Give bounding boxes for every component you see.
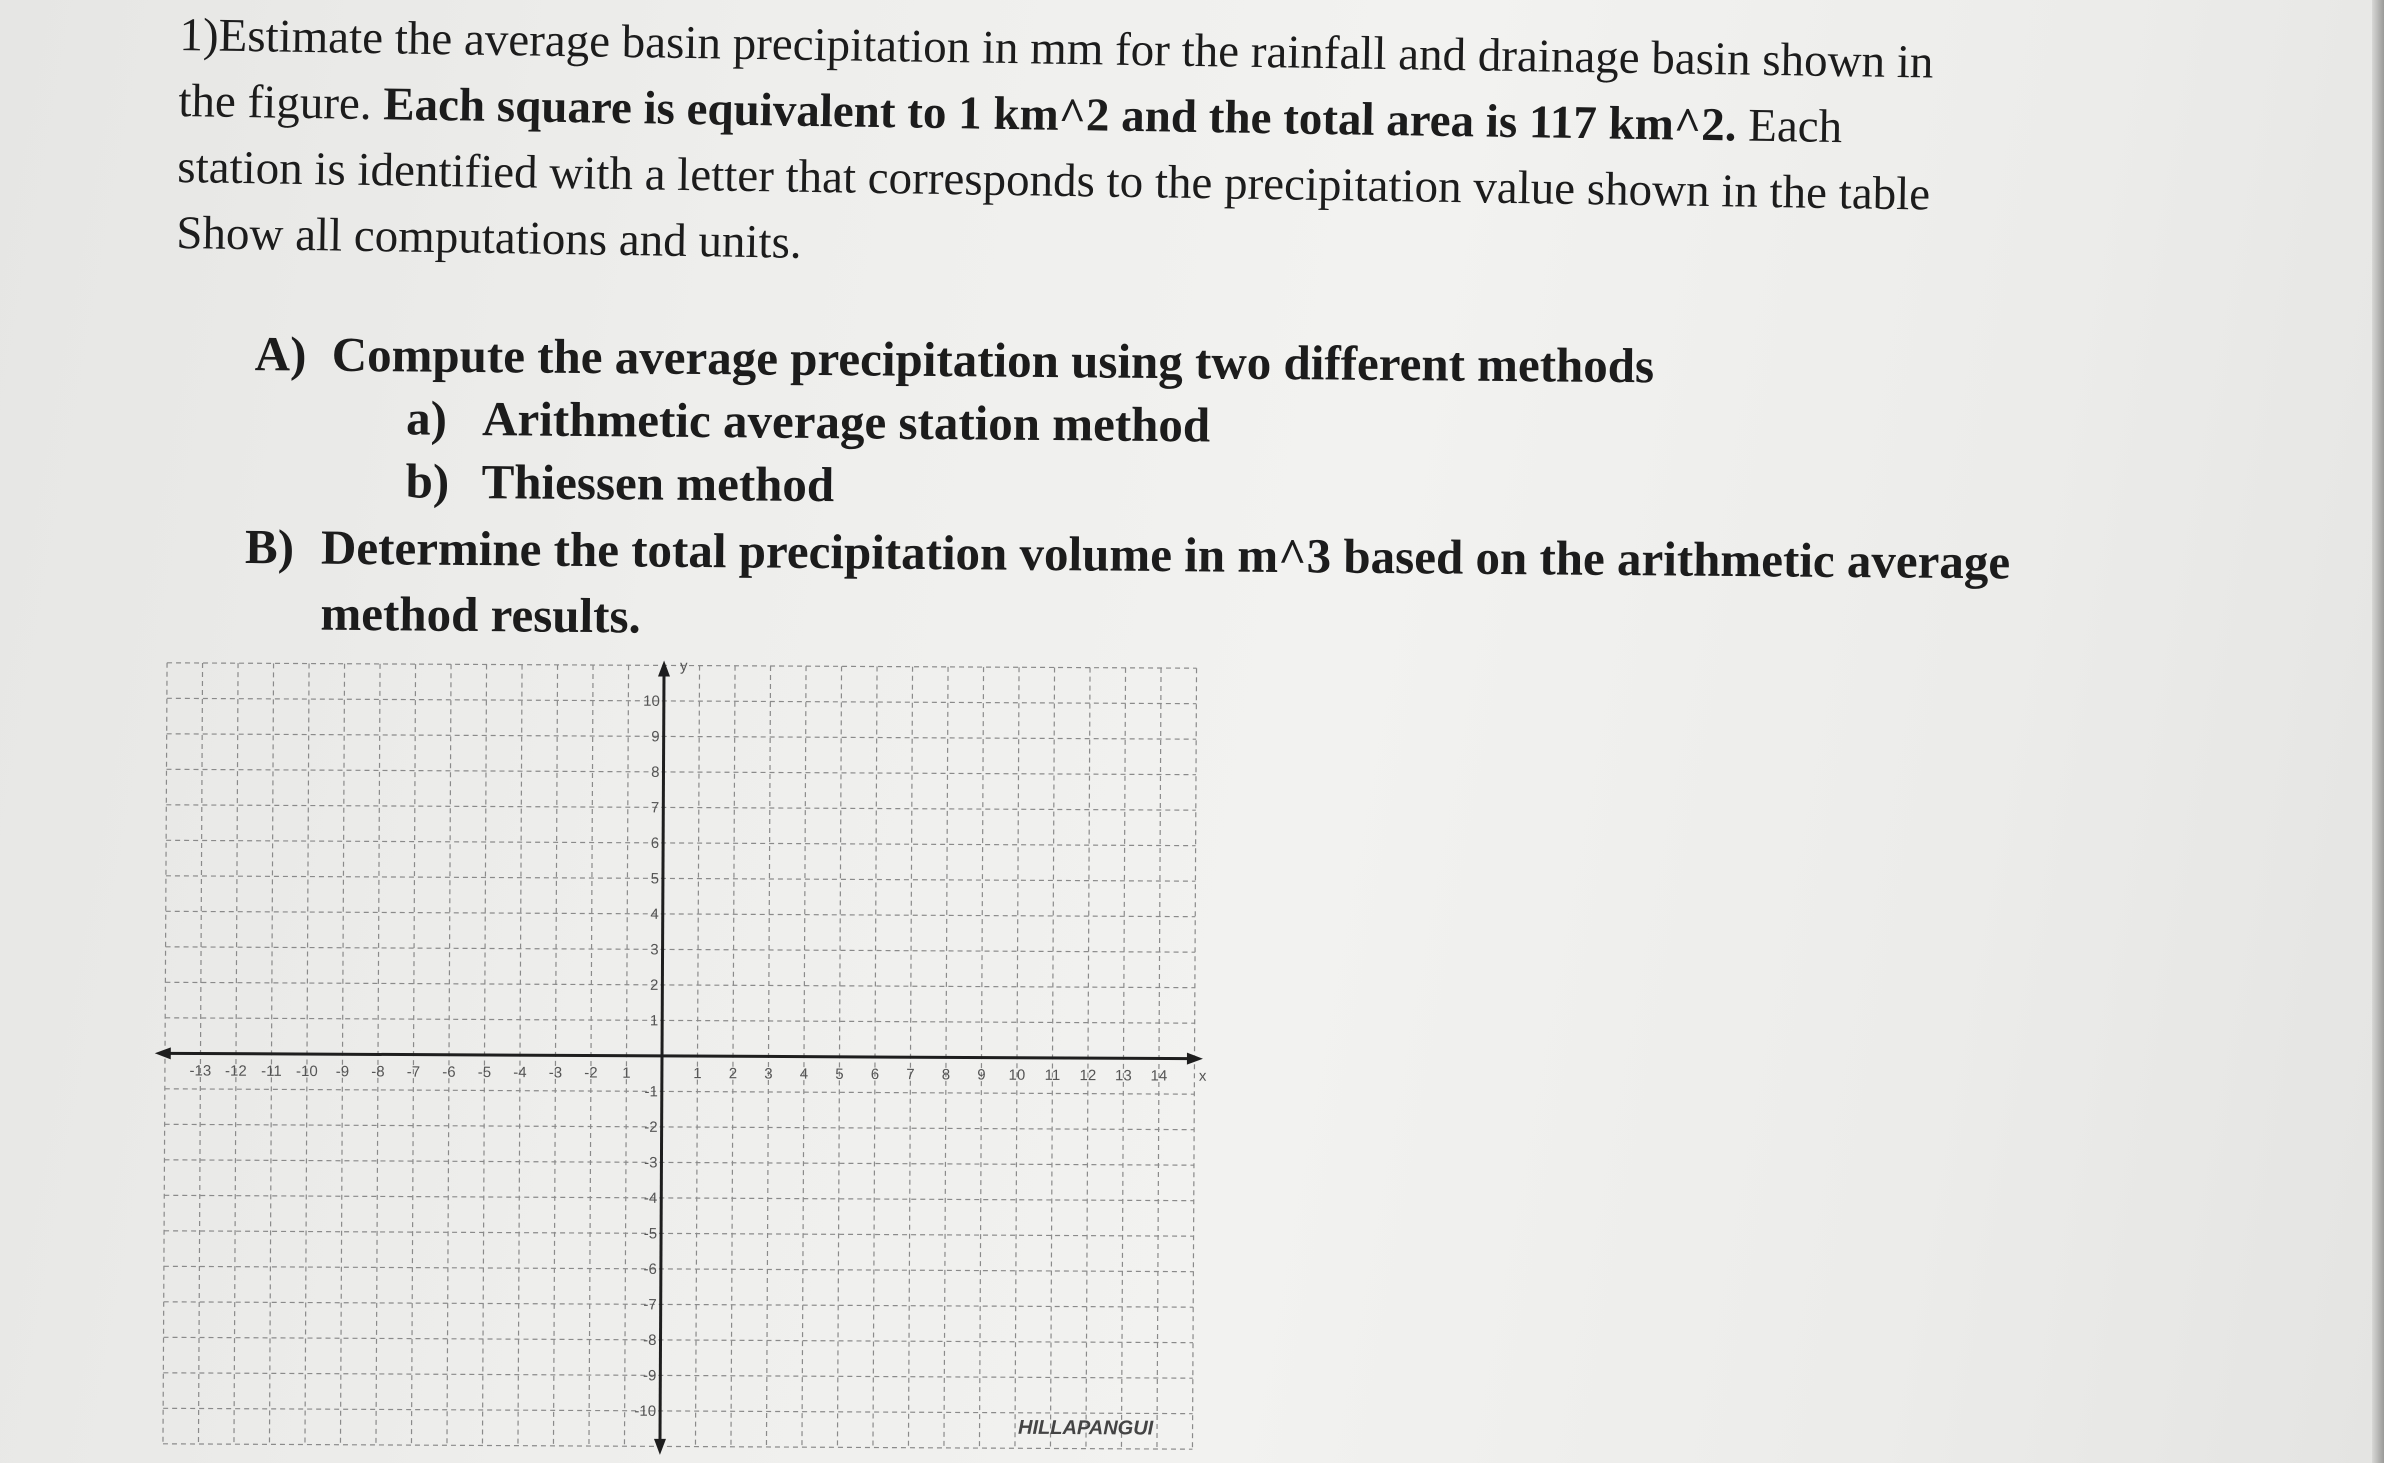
x-axis-arrow-right (1187, 1053, 1203, 1065)
y-axis (660, 673, 664, 1443)
y-tick-label: -4 (643, 1189, 658, 1207)
y-tick-label: -1 (644, 1083, 658, 1101)
question-a-part-a-text: Arithmetic average station method (481, 391, 1211, 453)
problem-line-1: 1)Estimate the average basin precipitation in mm for the rainfall and drainage basin shown in (179, 8, 1934, 89)
x-tick-label: -11 (261, 1062, 282, 1080)
x-axis-arrow-left (155, 1047, 171, 1059)
y-tick-label: 7 (650, 799, 660, 817)
x-tick-label: 1 (622, 1064, 631, 1082)
x-tick-label: -6 (442, 1063, 456, 1081)
problem-line-3: station is identified with a letter that corresponds to the precipitation value shown in the table (176, 140, 1931, 221)
coordinate-grid (148, 657, 1212, 1445)
x-tick-label: -12 (225, 1062, 247, 1080)
x-tick-label: 12 (1079, 1067, 1097, 1085)
grid-line-horizontal (164, 1266, 1193, 1271)
question-a-part-b (405, 452, 834, 513)
question-b (245, 518, 2011, 590)
x-tick-label: 13 (1115, 1067, 1132, 1085)
grid-line-horizontal (163, 1408, 1192, 1413)
graph-watermark: HILLAPANGUI (1018, 1416, 1154, 1440)
x-tick-label: 11 (1044, 1066, 1061, 1084)
grid-line-horizontal (165, 1089, 1194, 1094)
x-tick-label: 2 (728, 1065, 738, 1083)
grid-line-horizontal (166, 840, 1195, 845)
question-a-part-a (406, 389, 1210, 453)
x-tick-label: -7 (406, 1063, 421, 1081)
question-a-part-b-text: Thiessen method (481, 454, 835, 513)
question-a-text: Compute the average precipitation using two different methods (331, 326, 1655, 394)
y-tick-label: -5 (643, 1225, 658, 1243)
y-tick-label: -3 (644, 1154, 658, 1172)
problem-statement (176, 2, 2080, 296)
question-a-marker: A) (254, 326, 307, 382)
x-axis (167, 1053, 1191, 1058)
question-a (255, 325, 1655, 394)
y-tick-label: 2 (649, 976, 659, 994)
question-b-marker: B) (244, 519, 295, 575)
grid-line-horizontal (164, 1160, 1193, 1165)
x-tick-label: 4 (799, 1065, 809, 1083)
y-axis-label: y (680, 657, 688, 675)
problem-line-2-tail: Each (1736, 99, 1843, 154)
x-tick-label: 10 (1008, 1066, 1026, 1084)
grid-line-horizontal (163, 1444, 1192, 1449)
y-tick-label: 9 (651, 728, 660, 746)
grid-line-horizontal (167, 698, 1196, 703)
x-tick-label: 3 (764, 1065, 773, 1083)
x-tick-label: 5 (835, 1065, 844, 1083)
grid-line-horizontal (163, 1373, 1192, 1378)
question-b-continued (320, 585, 641, 645)
grid-line-horizontal (166, 805, 1195, 810)
question-a-part-a-marker: a) (405, 390, 448, 446)
y-tick-label: 10 (643, 692, 660, 710)
y-tick-label: -6 (643, 1260, 657, 1278)
x-tick-label: -3 (548, 1064, 563, 1082)
x-tick-label: -8 (371, 1063, 385, 1081)
grid-line-horizontal (166, 947, 1195, 952)
question-a-part-b-marker: b) (405, 453, 450, 509)
x-tick-label: -9 (335, 1063, 350, 1081)
x-tick-label: -5 (477, 1063, 492, 1082)
y-tick-label: -9 (642, 1367, 657, 1385)
question-b-line-2: method results. (320, 585, 642, 644)
y-axis-arrow-up (658, 660, 670, 676)
problem-line-4: Show all computations and units. (175, 206, 803, 269)
y-tick-label: -2 (644, 1118, 658, 1136)
x-tick-label: 1 (693, 1065, 702, 1083)
y-tick-label: -8 (643, 1331, 657, 1349)
grid-line-horizontal (165, 982, 1194, 987)
grid-line-horizontal (165, 1124, 1194, 1129)
x-tick-label: 6 (870, 1065, 880, 1084)
grid-line-horizontal (164, 1302, 1193, 1307)
x-tick-label: -2 (584, 1064, 598, 1082)
x-tick-label: 9 (977, 1066, 986, 1084)
question-b-line-1: Determine the total precipitation volume in m^3 based on the arithmetic average (320, 519, 2011, 590)
x-axis-label: x (1198, 1067, 1207, 1085)
grid-line-horizontal (167, 734, 1196, 739)
y-tick-label: 6 (650, 834, 660, 852)
grid-line-horizontal (166, 911, 1195, 916)
problem-line-2-bold: Each square is equivalent to 1 km^2 and the total area is 117 km^2. (382, 78, 1737, 152)
y-tick-label: 1 (649, 1012, 659, 1030)
grid-line-horizontal (165, 1018, 1194, 1023)
y-tick-label: 4 (650, 905, 659, 923)
grid-line-horizontal (166, 769, 1195, 774)
question-list (244, 325, 2125, 644)
y-tick-label: -10 (634, 1402, 657, 1420)
problem-line-2-plain: the figure. (178, 74, 384, 131)
y-axis-arrow-down (654, 1439, 666, 1455)
grid-line-horizontal (164, 1231, 1193, 1236)
page-edge (2372, 0, 2384, 1463)
y-tick-label: 8 (651, 763, 660, 781)
x-tick-label: -4 (513, 1064, 527, 1082)
x-tick-label: -10 (296, 1062, 318, 1081)
x-tick-label: 14 (1150, 1067, 1168, 1085)
y-tick-label: 3 (650, 941, 659, 959)
grid-line-horizontal (166, 876, 1195, 881)
y-tick-label: -7 (643, 1296, 657, 1314)
x-tick-label: 7 (906, 1066, 915, 1084)
x-tick-label: -13 (189, 1062, 212, 1080)
grid-line-horizontal (164, 1195, 1193, 1200)
x-tick-label: 8 (941, 1066, 951, 1084)
y-tick-label: 5 (650, 870, 659, 888)
grid-line-horizontal (164, 1337, 1193, 1342)
